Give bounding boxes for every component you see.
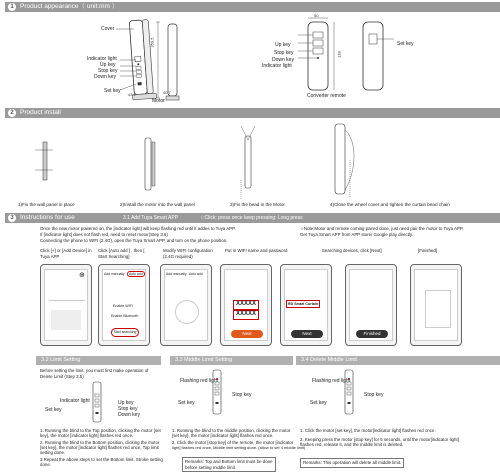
step-caption-4: Put in WIFI name and password xyxy=(225,248,288,253)
label-motor: Motor xyxy=(152,98,165,104)
limit-step-2c: setting done. xyxy=(40,450,66,455)
delete-label-flashing-red: Flashing red light xyxy=(312,378,351,384)
section-number: 2 xyxy=(8,109,16,117)
finished-button[interactable]: Finished xyxy=(356,330,388,338)
middle-step-2a: 2. Click the motor [stop key] of the remote, the motor [indicator xyxy=(172,440,294,445)
middle-step-1b: [set key], the motor [indicator light] flashes red once. xyxy=(172,433,274,438)
wifi-password-field-1[interactable]: XXXXX xyxy=(233,300,259,310)
phone-screen-3 xyxy=(160,264,212,346)
limit-intro-1: Before setting the limit, you must first make operation of xyxy=(40,368,149,373)
section-2-header xyxy=(5,108,500,118)
intro-line-2: If [indicator light] does not flash red, need to reset motor(Step 3.6) xyxy=(40,232,168,237)
phone-screen-2 xyxy=(98,264,150,346)
intro-line-1: Once the new motor powered on, the [indicator light] will keep flashing red until it addes to Tuya APP. xyxy=(40,226,236,231)
middle-step-2b: light] flashes red once, Middle limit setting done. (allow to set 4 middle limit) xyxy=(172,445,306,450)
delete-label-set-key: Set key xyxy=(310,400,327,406)
limit-step-1a: 1. Running the blind to the Top position, clicking the motor [set xyxy=(40,428,161,433)
delete-limit-remark xyxy=(300,458,404,468)
intro-note-2: Get Tuya Smart APP from APP store/ Google play directly. xyxy=(300,232,413,237)
remote-caption: Converter remote xyxy=(307,93,346,99)
install-step-1: 1)Fix the wall panel in place xyxy=(18,202,75,207)
label-down-key: Down key xyxy=(94,74,116,80)
section-number: 3 xyxy=(8,214,16,222)
limit-label-set-key: Set key xyxy=(45,407,62,413)
middle-label-set-key: Set key xyxy=(178,400,195,406)
remote-illustration xyxy=(298,14,398,94)
limit-intro-2: Delete Limit (Step 3.5) xyxy=(40,374,84,379)
section-title: Instructions for use xyxy=(20,214,75,221)
step-caption-5: Searching devices, click [Next] xyxy=(322,248,382,253)
limit-step-2b: [set key], the motor [indicator light] flashes red once, Top limit xyxy=(40,445,159,450)
remark-line-1: Remarks: This operation will delete all middle limit. xyxy=(303,460,402,465)
delete-limit-drawing xyxy=(340,368,360,418)
add-device-icon[interactable]: ⊕ xyxy=(79,272,85,279)
wifi-config-illustration xyxy=(175,300,199,324)
middle-label-flashing-red: Flashing red light xyxy=(180,378,219,384)
limit-motor-drawing xyxy=(88,380,108,424)
install-step-3: 3)Fix the bead in the Motor xyxy=(230,202,285,207)
section-title: Product install xyxy=(20,109,61,116)
limit-step-3b: done. xyxy=(40,462,51,467)
install-step-2: 2)Install the motor into the wall panel xyxy=(120,202,195,207)
next-button[interactable]: Next xyxy=(291,330,323,338)
remote-label-down-key: Down key xyxy=(272,57,294,63)
dimension-b: 40.7 xyxy=(163,90,171,95)
remark-line-2: before setting middle limit. xyxy=(185,464,237,470)
subsection-3-4-header: 3.4 Delete Middle Limit xyxy=(296,356,500,365)
step-caption-1: Click [+] or [Add Device] in Tuya APP xyxy=(40,248,92,259)
subsection-3-3-header: 3.3 Middle Limit Setting xyxy=(170,356,293,365)
limit-step-2a: 2. Running the blind to the Bottom position, clicking the motor xyxy=(40,440,160,445)
tab-auto-add[interactable]: Auto add xyxy=(129,272,143,276)
middle-limit-remark xyxy=(182,457,276,472)
label-set-key: Set key xyxy=(104,88,121,94)
phone-screen-7 xyxy=(410,264,462,346)
delete-step-1: 1. Click the motor [set key], the motor[indicator light] flashes red once. xyxy=(300,428,436,433)
label-indicator-light: Indicator light xyxy=(87,56,117,62)
section-3-header xyxy=(5,213,500,223)
remark-line-1: Remarks: Top and Bottom limit must be done xyxy=(185,459,273,464)
next-button[interactable]: Next xyxy=(231,330,263,338)
enable-bluetooth-label: Enable Bluetooth xyxy=(111,314,139,318)
middle-limit-drawing xyxy=(208,368,228,418)
start-searching-button[interactable]: Start searching xyxy=(111,328,139,337)
label-up-key: Up key xyxy=(100,62,116,68)
remote-dimension-height: 118 xyxy=(336,51,342,58)
section-1-header xyxy=(5,2,500,12)
remote-label-up-key: Up key xyxy=(275,42,291,48)
limit-label-down-key: Down key xyxy=(118,412,140,418)
dimension-length: 359.5 xyxy=(149,37,155,48)
delete-step-2a: 2. Keeping press the motor [stop key] for 5 seconds, until the motor[indicator light] xyxy=(300,437,459,442)
phone-screen-1 xyxy=(40,264,92,346)
install-step-4: 4)Close the wheel cover and tighten the curtain bead chain xyxy=(330,202,450,207)
limit-step-3a: 3.Repeat the above steps to set the Bottom limit. Stroke setting xyxy=(40,457,163,462)
limit-label-indicator-light: Indicator light xyxy=(60,398,90,404)
intro-note-1: ☆Note:Motor and remote coming paired done, just need pair the motor to Tuya APP. xyxy=(300,226,464,231)
delete-label-stop-key: Stop key xyxy=(364,392,384,398)
middle-label-stop-key: Stop key xyxy=(232,392,252,398)
found-device-label[interactable]: RD Smart Curtain xyxy=(286,300,320,308)
subsection-3-2-header: 3.2 Limit Setting xyxy=(36,356,161,365)
phone-screen-5 xyxy=(280,264,332,346)
intro-line-3: Connecting the phone to WIFI (2.4G), open the Tuya Smart APP, and turn on the phone position. xyxy=(40,238,228,243)
dimension-a: 43.1 xyxy=(128,92,136,97)
step-caption-2: Click [Auto add ] , then [ Start Searching] xyxy=(98,248,145,259)
remote-dimension-width: 50 xyxy=(314,13,319,18)
middle-step-1a: 1. Running the blind to the middle position, clicking the motor xyxy=(172,428,291,433)
label-stop-key: Stop key xyxy=(98,68,118,74)
limit-label-up-key: Up key xyxy=(118,400,134,406)
phone3-tab-manual: Add manually xyxy=(166,272,187,276)
step-caption-3: Modify WIFI configuration (2.4G required) xyxy=(163,248,213,259)
phone3-tab-auto: Auto add xyxy=(189,272,203,276)
enable-wifi-label: Enable WIFI xyxy=(113,304,133,308)
limit-label-stop-key: Stop key xyxy=(118,406,138,412)
click-hint: ☆Click: press once keep pressing: Long press xyxy=(200,215,303,221)
label-cover: Cover xyxy=(101,26,115,32)
curtain-control-illustration xyxy=(425,290,451,328)
tab-add-manually[interactable]: Add manually xyxy=(104,272,125,276)
wifi-password-field-2[interactable]: XXXXX xyxy=(233,310,259,320)
limit-step-1b: key], the motor [indicator light] flashes red once. xyxy=(40,433,134,438)
phone-screen-4 xyxy=(220,264,272,346)
section-number: 1 xyxy=(8,3,16,11)
install-illustrations xyxy=(5,120,495,200)
step-caption-6: [Finished] xyxy=(418,248,438,253)
remote-label-indicator-light: Indicator light xyxy=(262,63,292,69)
remote-label-set-key: Set key xyxy=(397,41,414,47)
remote-label-stop-key: Stop key xyxy=(274,50,294,56)
delete-step-2b: flashes red, release it, and the middle limit is deleted. xyxy=(300,442,404,447)
phone-screen-6 xyxy=(345,264,397,346)
section-title: Product appearance（ unit:mm ） xyxy=(20,3,119,10)
subsection-title: 3.1 Add Tuya Smart APP xyxy=(123,215,179,221)
